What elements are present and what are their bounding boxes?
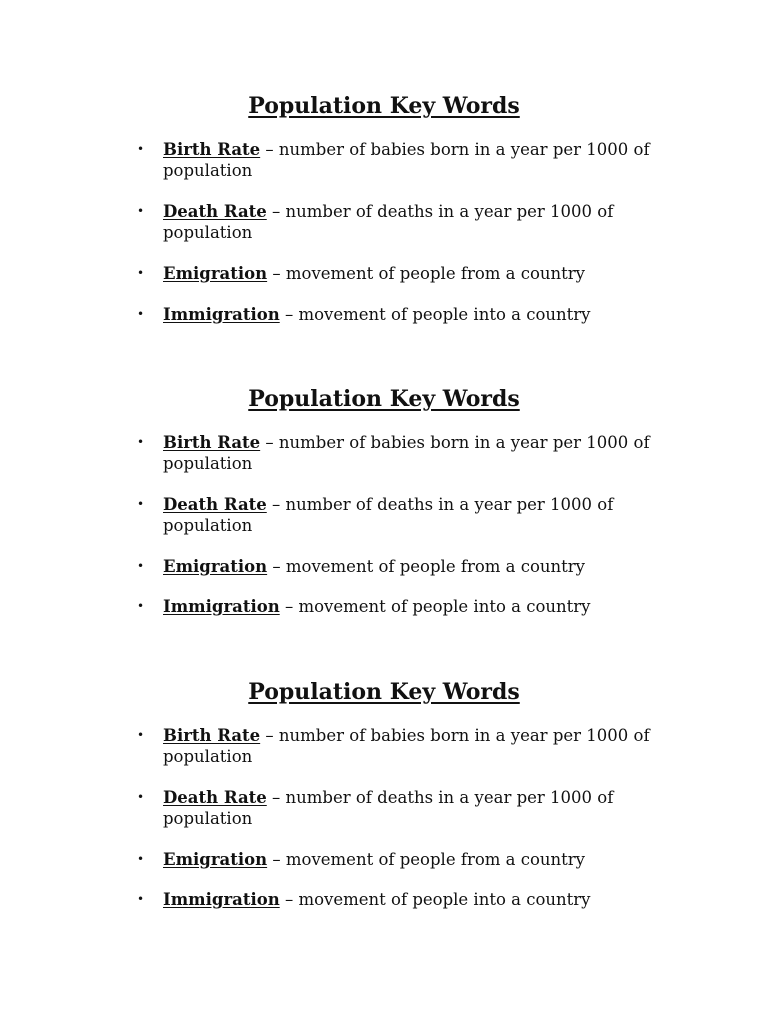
bullet-icon: • bbox=[137, 142, 145, 156]
bullet-icon: • bbox=[137, 204, 145, 218]
list-item bbox=[137, 201, 653, 243]
bullet-icon: • bbox=[137, 852, 145, 866]
list-item bbox=[137, 725, 653, 767]
term: Death Rate bbox=[163, 788, 267, 807]
section-title: Population Key Words bbox=[248, 93, 520, 119]
bullet-icon: • bbox=[137, 497, 145, 511]
bullet-icon: • bbox=[137, 266, 145, 280]
list-item bbox=[137, 432, 653, 474]
definition: – number of babies born in a year per 1000 of population bbox=[163, 140, 650, 180]
term: Immigration bbox=[163, 305, 280, 324]
definition: – number of deaths in a year per 1000 of population bbox=[163, 202, 614, 242]
list-item bbox=[137, 139, 653, 181]
definition: – number of deaths in a year per 1000 of population bbox=[163, 495, 614, 535]
definition: – movement of people into a country bbox=[279, 890, 591, 909]
term: Birth Rate bbox=[163, 433, 261, 452]
list-item bbox=[137, 494, 653, 536]
bullet-icon: • bbox=[137, 728, 145, 742]
term: Immigration bbox=[163, 597, 280, 616]
term: Emigration bbox=[163, 264, 268, 283]
section-title: Population Key Words bbox=[248, 679, 520, 705]
definition: – movement of people from a country bbox=[267, 850, 586, 869]
definition: – movement of people into a country bbox=[279, 597, 591, 616]
definition: – movement of people from a country bbox=[267, 557, 586, 576]
term: Birth Rate bbox=[163, 726, 261, 745]
list-item bbox=[137, 556, 653, 577]
bullet-icon: • bbox=[137, 307, 145, 321]
bullet-icon: • bbox=[137, 559, 145, 573]
bullet-icon: • bbox=[137, 435, 145, 449]
list-item bbox=[137, 787, 653, 829]
term: Death Rate bbox=[163, 202, 267, 221]
definition: – number of babies born in a year per 1000 of population bbox=[163, 726, 650, 766]
bullet-icon: • bbox=[137, 599, 145, 613]
term: Emigration bbox=[163, 557, 268, 576]
term: Birth Rate bbox=[163, 140, 261, 159]
definition: – movement of people from a country bbox=[267, 264, 586, 283]
bullet-icon: • bbox=[137, 790, 145, 804]
definition: – number of deaths in a year per 1000 of population bbox=[163, 788, 614, 828]
term: Death Rate bbox=[163, 495, 267, 514]
term: Emigration bbox=[163, 850, 268, 869]
term: Immigration bbox=[163, 890, 280, 909]
section-title: Population Key Words bbox=[248, 386, 520, 412]
list-item bbox=[137, 889, 653, 910]
list-item bbox=[137, 596, 653, 617]
definition: – movement of people into a country bbox=[279, 305, 591, 324]
list-item bbox=[137, 304, 653, 325]
list-item bbox=[137, 849, 653, 870]
definition: – number of babies born in a year per 1000 of population bbox=[163, 433, 650, 473]
list-item bbox=[137, 263, 653, 284]
bullet-icon: • bbox=[137, 892, 145, 906]
